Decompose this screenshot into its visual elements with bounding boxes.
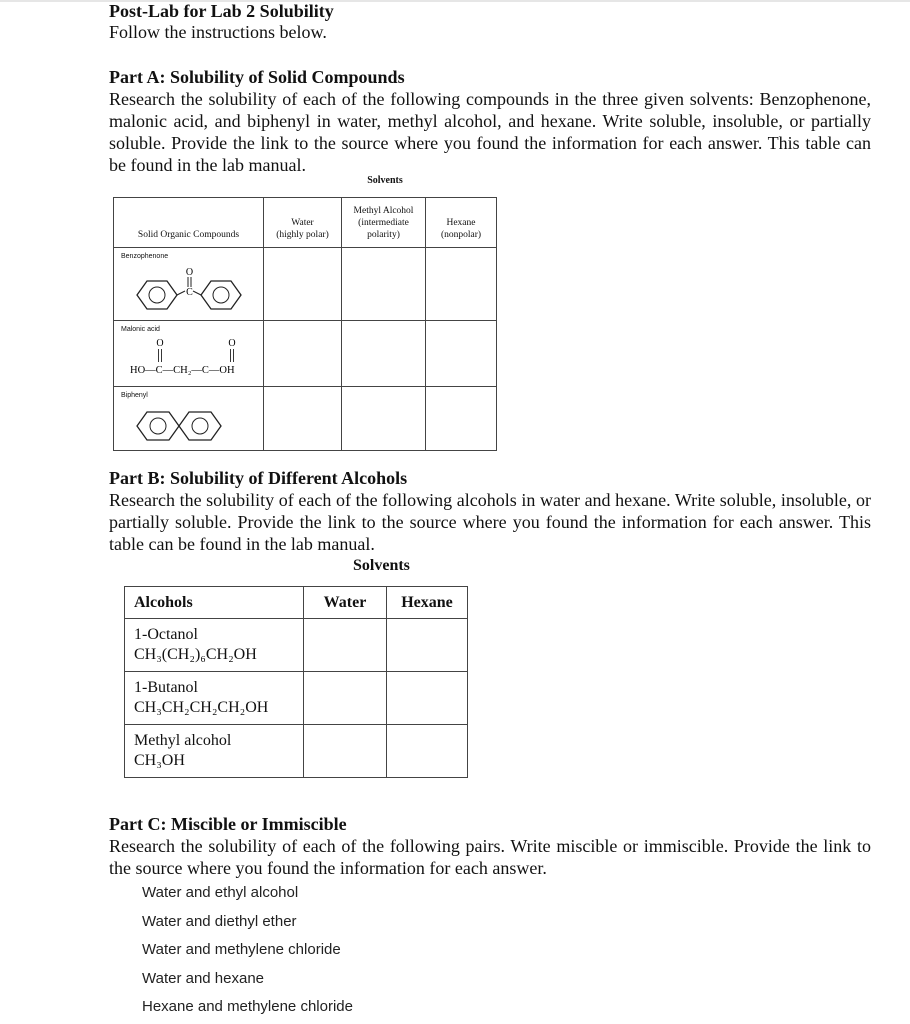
- svg-text:O: O: [227, 338, 236, 349]
- pair-item: Water and hexane: [142, 970, 265, 987]
- col-header-water: Water: [304, 587, 387, 619]
- part-c-heading: Part C: Miscible or Immiscible: [109, 814, 347, 834]
- solid-compounds-table: [113, 197, 497, 451]
- cell-benzophenone-hexane[interactable]: [426, 248, 497, 321]
- cell-butanol-hexane[interactable]: [387, 672, 468, 725]
- cell-octanol-hexane[interactable]: [387, 619, 468, 672]
- col-header-methyl-alcohol: Methyl Alcohol (intermediate polarity): [342, 198, 426, 248]
- row-benzophenone: Benzophenone O C: [114, 248, 264, 321]
- alcohols-table: [124, 586, 468, 778]
- row-biphenyl: Biphenyl: [114, 387, 264, 451]
- instructions-text: Follow the instructions below.: [109, 22, 327, 42]
- row-methyl-alcohol: Methyl alcohol CH₃OH: [125, 725, 304, 778]
- cell-benzophenone-water[interactable]: [264, 248, 342, 321]
- part-b-body: Research the solubility of each of the following alcohols in water and hexane. Write soluble, insoluble, or partially soluble. Provide the link to the source where you found the information for each answer. This table can be found in the lab manual.: [109, 490, 871, 554]
- row-1-butanol: 1-Butanol CH₃CH₂CH₂CH₂OH: [125, 672, 304, 725]
- part-c-body: Research the solubility of each of the following pairs. Write miscible or immiscible. Provide the link to the source where you found the information for each answer.: [109, 836, 871, 878]
- cell-biphenyl-hexane[interactable]: [426, 387, 497, 451]
- page-title: Post-Lab for Lab 2 Solubility: [109, 1, 334, 21]
- col-header-alcohols: Alcohols: [125, 587, 304, 619]
- pair-item: Hexane and methylene chloride: [142, 998, 353, 1015]
- row-1-octanol: 1-Octanol CH₃(CH₂)₆CH₂OH: [125, 619, 304, 672]
- biphenyl-structure-icon: [119, 402, 259, 446]
- part-b-heading: Part B: Solubility of Different Alcohols: [109, 468, 408, 488]
- cell-butanol-water[interactable]: [304, 672, 387, 725]
- col-header-compounds: Solid Organic Compounds: [114, 198, 264, 248]
- pair-item: Water and methylene chloride: [142, 941, 341, 958]
- pair-item: Water and diethyl ether: [142, 913, 297, 930]
- row-malonic-acid: Malonic acid O O HO—C—CH₂—C—OH: [114, 321, 264, 387]
- cell-octanol-water[interactable]: [304, 619, 387, 672]
- col-header-hexane: Hexane (nonpolar): [426, 198, 497, 248]
- part-a-body: Research the solubility of each of the following compounds in the three given solvents: Benzophenone, malonic acid, and biphenyl in water, methyl alcohol, and hexane. Write soluble, insoluble, or partially soluble. Provide the link to the source where you found the information for each answer. This table can be found in the lab manual.: [109, 89, 871, 175]
- part-a-solvents-label: Solvents: [367, 175, 403, 186]
- part-a-heading: Part A: Solubility of Solid Compounds: [109, 67, 405, 87]
- col-header-hexane: Hexane: [387, 587, 468, 619]
- cell-methanol-water[interactable]: [304, 725, 387, 778]
- cell-biphenyl-water[interactable]: [264, 387, 342, 451]
- svg-text:C: C: [185, 287, 193, 298]
- cell-biphenyl-methanol[interactable]: [342, 387, 426, 451]
- cell-methanol-hexane[interactable]: [387, 725, 468, 778]
- col-header-water: Water (highly polar): [264, 198, 342, 248]
- svg-text:HO—C—CH₂—C—OH: HO—C—CH₂—C—OH: [129, 365, 235, 376]
- cell-benzophenone-methanol[interactable]: [342, 248, 426, 321]
- benzophenone-structure-icon: [119, 263, 259, 315]
- cell-malonic-methanol[interactable]: [342, 321, 426, 387]
- part-b-solvents-label: Solvents: [353, 557, 410, 574]
- pair-item: Water and ethyl alcohol: [142, 884, 299, 901]
- svg-text:O: O: [185, 267, 193, 278]
- cell-malonic-water[interactable]: [264, 321, 342, 387]
- svg-text:O: O: [155, 338, 164, 349]
- malonic-acid-structure-icon: [116, 336, 262, 382]
- cell-malonic-hexane[interactable]: [426, 321, 497, 387]
